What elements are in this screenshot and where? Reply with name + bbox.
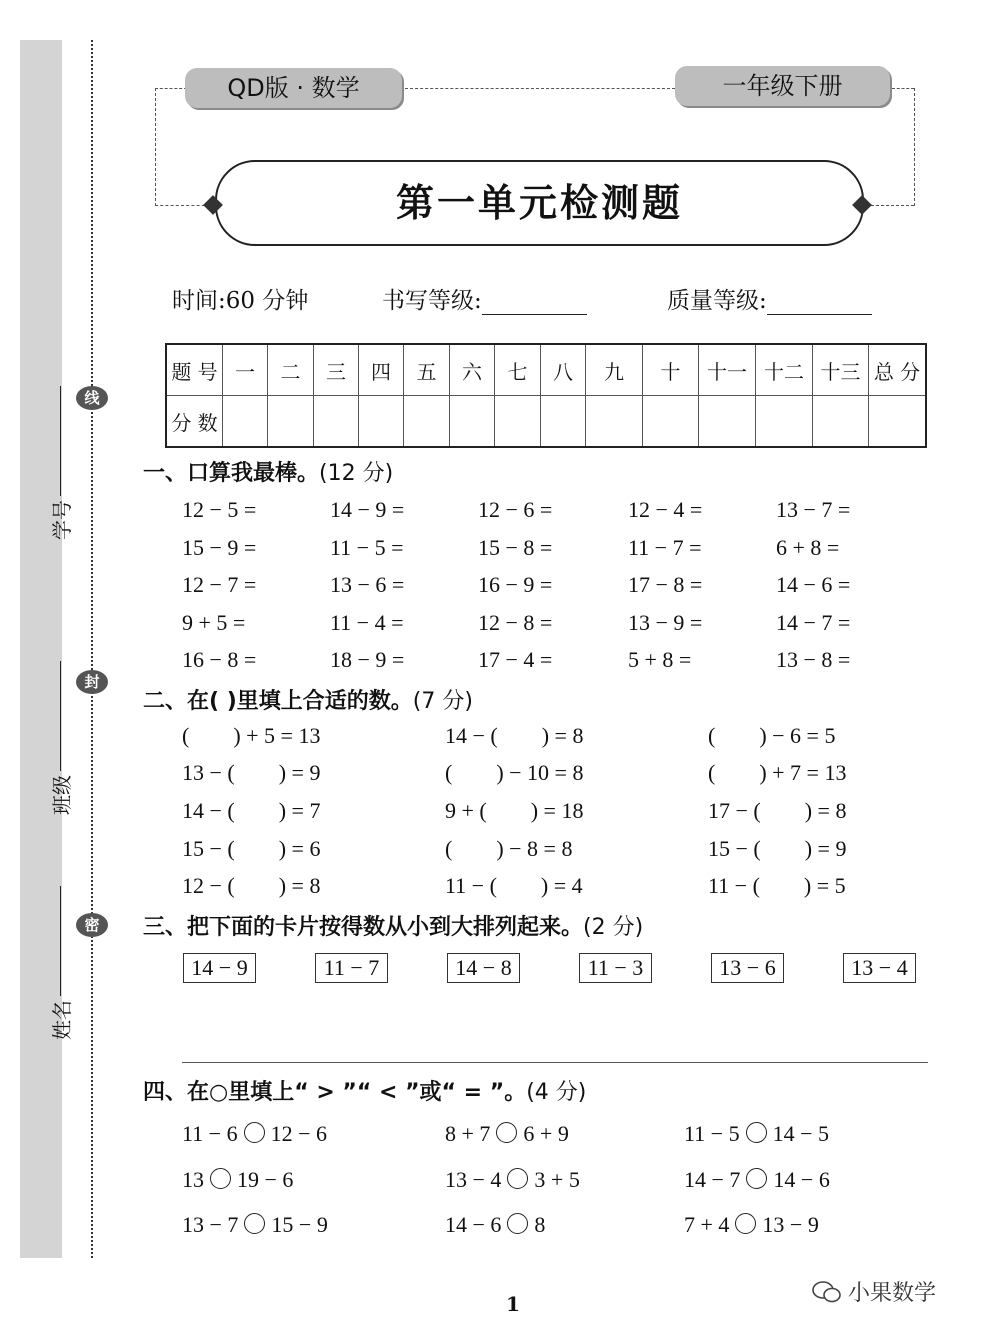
left-expression: 13 − 7 bbox=[182, 1212, 239, 1237]
fill-blank-problem[interactable]: 11 − ( ) = 4 bbox=[445, 873, 583, 898]
frame-line bbox=[914, 88, 915, 206]
score-cell[interactable] bbox=[586, 396, 643, 448]
fill-blank-problem[interactable]: ( ) + 7 = 13 bbox=[708, 760, 847, 785]
fill-blank-problem[interactable]: 13 − ( ) = 9 bbox=[182, 760, 321, 785]
fill-blank-problem[interactable]: ( ) − 8 = 8 bbox=[445, 836, 573, 861]
score-label-cell: 分 数 bbox=[166, 396, 223, 448]
student-id-label: 学号 bbox=[50, 500, 74, 540]
answer-circle[interactable] bbox=[507, 1213, 528, 1234]
right-expression: 12 − 6 bbox=[270, 1121, 328, 1146]
score-cell[interactable] bbox=[699, 396, 756, 448]
left-expression: 14 − 6 bbox=[445, 1212, 502, 1237]
compare-problem[interactable] bbox=[445, 1167, 580, 1193]
writing-grade-label: 书写等级: bbox=[382, 288, 482, 314]
quality-grade-label: 质量等级: bbox=[667, 288, 767, 314]
compare-problem[interactable] bbox=[182, 1121, 327, 1147]
quality-grade-field[interactable] bbox=[667, 282, 872, 315]
fill-blank-problem[interactable]: 11 − ( ) = 5 bbox=[708, 873, 846, 898]
section3-points: (2 分) bbox=[583, 915, 644, 940]
section2-title: 二、在( )里填上合适的数。 bbox=[143, 689, 413, 714]
column-header-cell: 十 bbox=[643, 344, 699, 396]
compare-problem[interactable] bbox=[684, 1167, 830, 1193]
right-expression: 15 − 9 bbox=[271, 1212, 328, 1237]
mental-math-problem[interactable]: 17 − 4 = bbox=[478, 647, 553, 672]
compare-problem[interactable] bbox=[684, 1212, 819, 1238]
column-header-cell: 七 bbox=[495, 344, 541, 396]
answer-circle[interactable] bbox=[735, 1213, 756, 1234]
fill-blank-problem[interactable]: 12 − ( ) = 8 bbox=[182, 873, 321, 898]
compare-problem[interactable] bbox=[445, 1212, 545, 1238]
page-title: 第一单元检测题 bbox=[215, 160, 864, 246]
answer-circle[interactable] bbox=[496, 1122, 517, 1143]
score-cell[interactable] bbox=[869, 396, 927, 448]
compare-problem[interactable] bbox=[684, 1121, 829, 1147]
mental-math-problem[interactable]: 13 − 9 = bbox=[628, 610, 703, 635]
score-cell[interactable] bbox=[756, 396, 813, 448]
column-header-cell: 二 bbox=[268, 344, 314, 396]
fill-blank-problem[interactable]: ( ) + 5 = 13 bbox=[182, 723, 321, 748]
mental-math-problem[interactable]: 11 − 4 = bbox=[330, 610, 404, 635]
section2-heading bbox=[143, 684, 473, 715]
compare-problem[interactable] bbox=[182, 1212, 328, 1238]
column-header-cell: 总 分 bbox=[869, 344, 927, 396]
score-cell[interactable] bbox=[359, 396, 404, 448]
answer-circle[interactable] bbox=[507, 1168, 528, 1189]
column-header-cell: 十二 bbox=[756, 344, 813, 396]
student-id-field[interactable] bbox=[46, 386, 75, 540]
score-cell[interactable] bbox=[223, 396, 268, 448]
name-label: 姓名 bbox=[50, 1000, 74, 1040]
section2-points: (7 分) bbox=[412, 689, 473, 714]
right-expression: 13 − 9 bbox=[762, 1212, 819, 1237]
number-card[interactable]: 14 − 9 bbox=[183, 953, 256, 983]
number-card[interactable]: 11 − 3 bbox=[579, 953, 652, 983]
mental-math-problem[interactable]: 9 + 5 = bbox=[182, 610, 246, 635]
fill-blank-problem[interactable]: 15 − ( ) = 6 bbox=[182, 836, 321, 861]
section3-title: 三、把下面的卡片按得数从小到大排列起来。 bbox=[143, 915, 584, 940]
fill-blank-problem[interactable]: 17 − ( ) = 8 bbox=[708, 798, 847, 823]
seal-seal-mark: 封 bbox=[76, 670, 108, 694]
compare-problem[interactable] bbox=[182, 1167, 293, 1193]
answer-circle[interactable] bbox=[746, 1168, 767, 1189]
class-label: 班级 bbox=[50, 775, 74, 815]
name-field[interactable] bbox=[46, 886, 75, 1040]
mental-math-problem[interactable]: 16 − 9 = bbox=[478, 572, 553, 597]
mental-math-problem[interactable]: 14 − 9 = bbox=[330, 497, 405, 522]
section1-points: (12 分) bbox=[319, 461, 394, 486]
header-label-cell: 题 号 bbox=[166, 344, 223, 396]
frame-line bbox=[866, 205, 914, 206]
mental-math-problem[interactable]: 12 − 5 = bbox=[182, 497, 257, 522]
page-number: 1 bbox=[506, 1292, 520, 1316]
mental-math-problem[interactable]: 17 − 8 = bbox=[628, 572, 703, 597]
column-header-cell: 三 bbox=[314, 344, 359, 396]
mental-math-problem[interactable]: 5 + 8 = bbox=[628, 647, 692, 672]
score-cell[interactable] bbox=[495, 396, 541, 448]
right-expression: 3 + 5 bbox=[534, 1167, 580, 1192]
fill-blank-problem[interactable]: 9 + ( ) = 18 bbox=[445, 798, 584, 823]
mental-math-problem[interactable]: 13 − 8 = bbox=[776, 647, 851, 672]
mental-math-problem[interactable]: 14 − 7 = bbox=[776, 610, 851, 635]
frame-line bbox=[155, 88, 156, 206]
column-header-cell: 六 bbox=[450, 344, 495, 396]
right-expression: 14 − 6 bbox=[773, 1167, 830, 1192]
right-expression: 8 bbox=[534, 1212, 546, 1237]
score-cell[interactable] bbox=[314, 396, 359, 448]
writing-grade-field[interactable] bbox=[382, 282, 587, 315]
left-expression: 13 − 4 bbox=[445, 1167, 502, 1192]
column-header-cell: 五 bbox=[404, 344, 450, 396]
fill-blank-problem[interactable]: 14 − ( ) = 7 bbox=[182, 798, 321, 823]
mental-math-problem[interactable]: 18 − 9 = bbox=[330, 647, 405, 672]
compare-problem[interactable] bbox=[445, 1121, 569, 1147]
frame-line bbox=[155, 205, 210, 206]
section4-heading bbox=[143, 1075, 586, 1106]
watermark bbox=[812, 1276, 936, 1307]
mental-math-problem[interactable]: 13 − 7 = bbox=[776, 497, 851, 522]
seal-line-mark: 线 bbox=[76, 386, 108, 410]
fill-blank-problem[interactable]: ( ) − 6 = 5 bbox=[708, 723, 836, 748]
fill-blank-problem[interactable]: 14 − ( ) = 8 bbox=[445, 723, 584, 748]
cut-line bbox=[91, 40, 93, 1258]
frame-line bbox=[155, 88, 187, 89]
answer-circle[interactable] bbox=[244, 1122, 265, 1143]
score-cell[interactable] bbox=[268, 396, 314, 448]
column-header-cell: 九 bbox=[586, 344, 643, 396]
mental-math-problem[interactable]: 14 − 6 = bbox=[776, 572, 851, 597]
column-header-cell: 十一 bbox=[699, 344, 756, 396]
left-expression: 14 − 7 bbox=[684, 1167, 741, 1192]
number-card[interactable]: 13 − 4 bbox=[843, 953, 916, 983]
mental-math-problem[interactable]: 15 − 8 = bbox=[478, 535, 553, 560]
left-expression: 13 bbox=[182, 1167, 204, 1192]
section1-title: 一、口算我最棒。 bbox=[143, 461, 320, 486]
right-expression: 6 + 9 bbox=[523, 1121, 569, 1146]
wechat-icon bbox=[812, 1280, 842, 1304]
right-expression: 14 − 5 bbox=[772, 1121, 830, 1146]
right-expression: 19 − 6 bbox=[237, 1167, 294, 1192]
grade-badge: 一年级下册 bbox=[675, 66, 890, 106]
mental-math-problem[interactable]: 12 − 4 = bbox=[628, 497, 703, 522]
score-cell[interactable] bbox=[404, 396, 450, 448]
number-card[interactable]: 13 − 6 bbox=[711, 953, 784, 983]
section1-heading bbox=[143, 456, 393, 487]
binding-margin bbox=[20, 40, 74, 1258]
score-table bbox=[165, 343, 927, 448]
number-card[interactable]: 11 − 7 bbox=[315, 953, 388, 983]
score-cell[interactable] bbox=[450, 396, 495, 448]
score-cell[interactable] bbox=[813, 396, 869, 448]
mental-math-problem[interactable]: 16 − 8 = bbox=[182, 647, 257, 672]
number-card[interactable]: 14 − 8 bbox=[447, 953, 520, 983]
frame-line bbox=[892, 88, 914, 89]
fill-blank-problem[interactable]: ( ) − 10 = 8 bbox=[445, 760, 584, 785]
score-cell[interactable] bbox=[643, 396, 699, 448]
mental-math-problem[interactable]: 12 − 6 = bbox=[478, 497, 553, 522]
mental-math-problem[interactable]: 6 + 8 = bbox=[776, 535, 840, 560]
watermark-text: 小果数学 bbox=[848, 1281, 937, 1306]
column-header-cell: 四 bbox=[359, 344, 404, 396]
mental-math-problem[interactable]: 11 − 7 = bbox=[628, 535, 702, 560]
mental-math-problem[interactable]: 12 − 7 = bbox=[182, 572, 257, 597]
left-expression: 11 − 6 bbox=[182, 1121, 238, 1146]
column-header-cell: 一 bbox=[223, 344, 268, 396]
answer-circle[interactable] bbox=[244, 1213, 265, 1234]
answer-circle[interactable] bbox=[210, 1168, 231, 1189]
fill-blank-problem[interactable]: 15 − ( ) = 9 bbox=[708, 836, 847, 861]
mental-math-problem[interactable]: 11 − 5 = bbox=[330, 535, 404, 560]
time-limit: 时间:60 分钟 bbox=[172, 288, 309, 314]
class-field[interactable] bbox=[46, 661, 75, 815]
left-expression: 8 + 7 bbox=[445, 1121, 491, 1146]
section4-title: 四、在○里填上“ > ”“ < ”或“ = ”。 bbox=[143, 1080, 527, 1105]
mental-math-problem[interactable]: 15 − 9 = bbox=[182, 535, 257, 560]
left-expression: 7 + 4 bbox=[684, 1212, 730, 1237]
section3-heading bbox=[143, 910, 643, 941]
column-header-cell: 十三 bbox=[813, 344, 869, 396]
seal-secret-mark: 密 bbox=[76, 913, 108, 937]
left-expression: 11 − 5 bbox=[684, 1121, 740, 1146]
column-header-cell: 八 bbox=[541, 344, 586, 396]
frame-line bbox=[405, 88, 675, 89]
section4-points: (4 分) bbox=[526, 1080, 587, 1105]
answer-circle[interactable] bbox=[746, 1122, 767, 1143]
divider bbox=[182, 1062, 928, 1063]
edition-badge: QD版 · 数学 bbox=[185, 68, 402, 108]
mental-math-problem[interactable]: 12 − 8 = bbox=[478, 610, 553, 635]
mental-math-problem[interactable]: 13 − 6 = bbox=[330, 572, 405, 597]
score-cell[interactable] bbox=[541, 396, 586, 448]
